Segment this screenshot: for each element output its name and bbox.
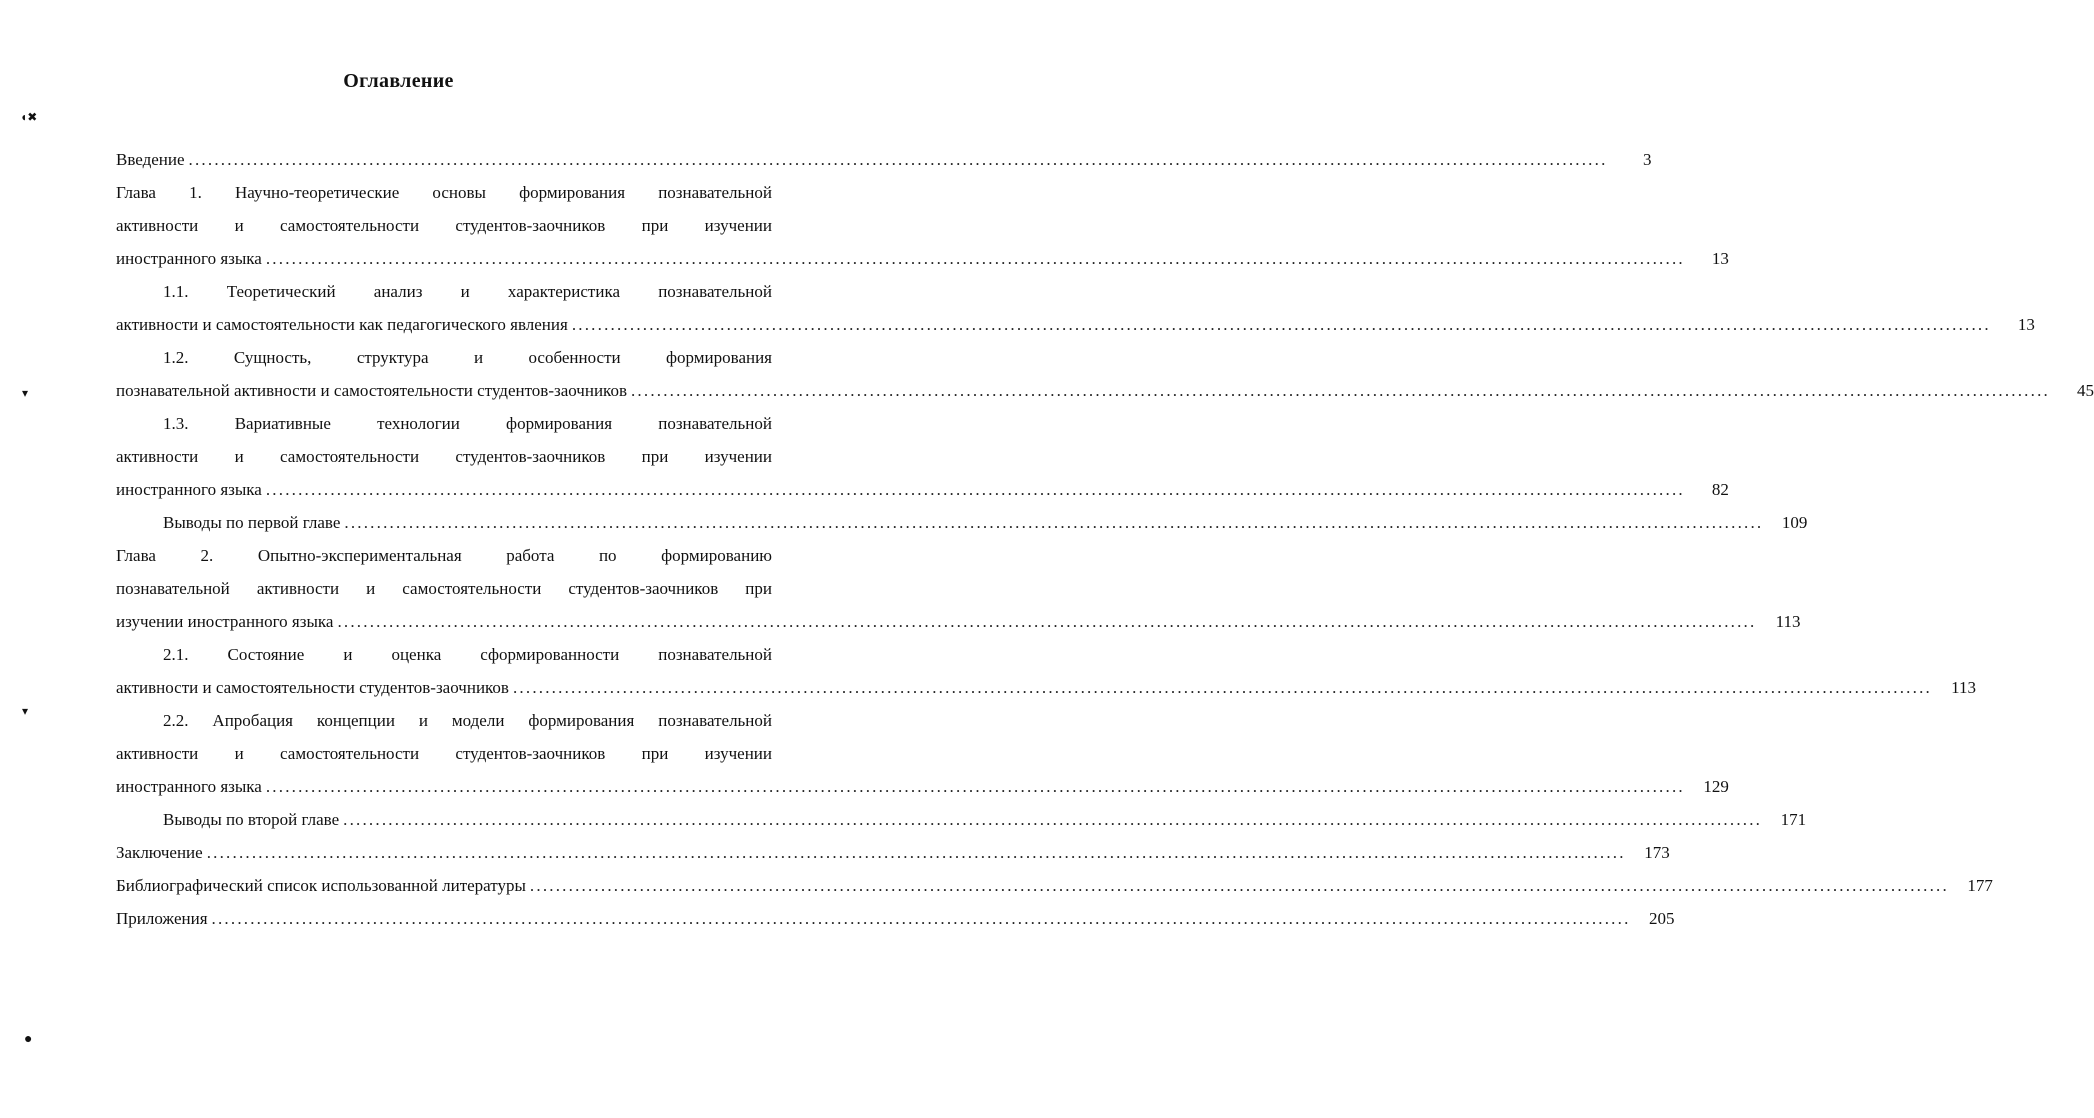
dot-leader: ............................................................................................................................................................................................................................ [211,909,1631,928]
toc-entry-title: познавательной активности и самостоятельности студентов-заочников [116,381,627,400]
dot-leader: ............................................................................................................................................................................................................................ [337,612,1757,631]
toc-entry-line: активности и самостоятельности студентов-заочников при изучении [116,447,772,466]
toc-entry[interactable] [116,176,1729,275]
dot-leader: ............................................................................................................................................................................................................................ [630,381,2050,400]
toc-page-number: 45 [2076,381,2094,400]
toc-entry-line: 2.1. Состояние и оценка сформированности познавательной [163,645,772,664]
scan-mark: ▾ [22,704,29,718]
toc-entry-title: активности и самостоятельности студентов-заочников [116,678,509,697]
dot-leader: ............................................................................................................................................................................................................................ [344,513,1764,532]
toc-page-number: 13 [2017,315,2035,334]
toc-entry[interactable] [116,638,1976,704]
toc-entry-line: 1.3. Вариативные технологии формирования познавательной [163,414,772,433]
dot-leader: ............................................................................................................................................................................................................................ [265,777,1685,796]
scan-mark: ▾ [22,386,29,400]
toc-entry[interactable] [116,506,1808,539]
toc-entry-title: иностранного языка [116,777,262,796]
toc-entry-title: активности и самостоятельности как педагогического явления [116,315,568,334]
toc-entry[interactable] [116,341,2094,407]
toc-entry[interactable] [116,275,2035,341]
toc-entry[interactable] [116,902,1675,935]
toc-page-number: 113 [1951,678,1976,697]
toc-entry-title: Введение [116,150,185,169]
toc-entry-line: 2.2. Апробация концепции и модели формирования познавательной [163,711,772,730]
toc-entry-title: изучении иностранного языка [116,612,334,631]
scan-mark: ● [24,1032,33,1047]
scan-mark: ◖✖ [20,110,38,124]
toc-entry[interactable] [116,704,1729,803]
toc-page-number: 177 [1967,876,1993,895]
toc-entry-title: Заключение [116,843,203,862]
toc-page-number: 173 [1644,843,1670,862]
toc-page-number: 129 [1703,777,1729,796]
toc-entry-line: активности и самостоятельности студентов-заочников при изучении [116,744,772,763]
toc-entry[interactable] [116,539,1801,638]
toc-entry-line: 1.2. Сущность, структура и особенности формирования [163,348,772,367]
toc-entry-title: Библиографический список использованной литературы [116,876,526,895]
toc-page-number: 113 [1775,612,1801,631]
toc-entry-title: Приложения [116,909,208,928]
toc-entry[interactable] [116,407,1729,506]
table-of-contents [116,143,2094,935]
dot-leader: ............................................................................................................................................................................................................................ [571,315,1991,334]
toc-entry[interactable] [116,836,1670,869]
dot-leader: ............................................................................................................................................................................................................................ [265,249,1685,268]
toc-entry-title: иностранного языка [116,249,262,268]
toc-page-number: 109 [1781,513,1808,532]
toc-page-number: 82 [1711,480,1729,499]
dot-leader: ............................................................................................................................................................................................................................ [188,150,1608,169]
toc-entry[interactable] [116,803,1807,836]
toc-entry-line: 1.1. Теоретический анализ и характеристика познавательной [163,282,772,301]
dot-leader: ............................................................................................................................................................................................................................ [343,810,1763,829]
dot-leader: ............................................................................................................................................................................................................................ [512,678,1932,697]
toc-entry-line: активности и самостоятельности студентов-заочников при изучении [116,216,772,235]
toc-page-number: 13 [1711,249,1729,268]
toc-page-number: 3 [1643,150,1652,169]
dot-leader: ............................................................................................................................................................................................................................ [265,480,1685,499]
toc-entry[interactable] [116,869,1993,902]
toc-entry-title: Выводы по первой главе [163,513,341,532]
dot-leader: ............................................................................................................................................................................................................................ [529,876,1949,895]
toc-entry-title: Выводы по второй главе [163,810,340,829]
toc-entry[interactable] [116,143,1652,176]
toc-page-number: 171 [1780,810,1807,829]
dot-leader: ............................................................................................................................................................................................................................ [206,843,1626,862]
toc-entry-line: Глава 2. Опытно-экспериментальная работа по формированию [116,546,772,565]
toc-entry-line: Глава 1. Научно-теоретические основы формирования познавательной [116,183,772,202]
toc-entry-title: иностранного языка [116,480,262,499]
page-title: Оглавление [343,70,454,92]
toc-entry-line: познавательной активности и самостоятельности студентов-заочников при [116,579,772,598]
toc-page-number: 205 [1649,909,1675,928]
